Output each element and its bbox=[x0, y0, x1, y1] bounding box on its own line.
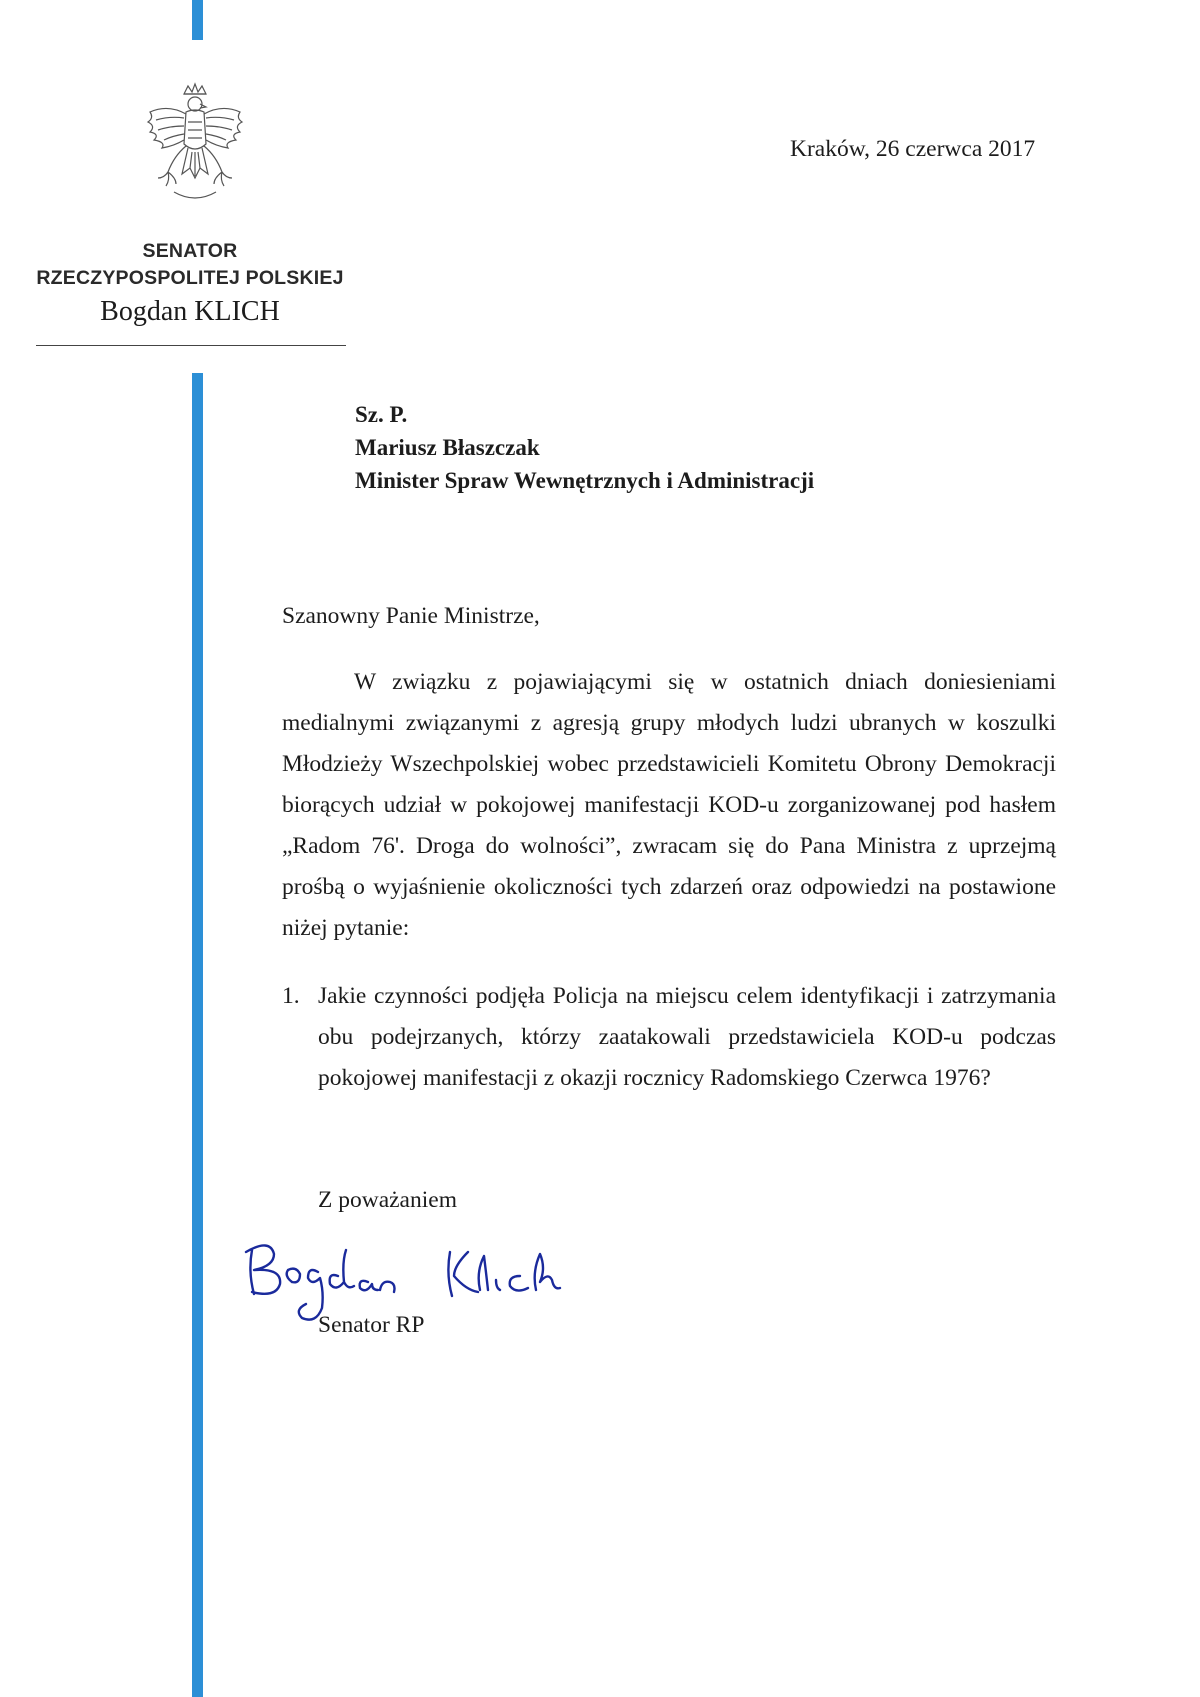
question-number: 1. bbox=[282, 983, 300, 1009]
signatory-title: Senator RP bbox=[318, 1312, 425, 1338]
letter-date: Kraków, 26 czerwca 2017 bbox=[790, 136, 1036, 162]
question-text: Jakie czynności podjęła Policja na miejscu celem identyfikacji i zatrzymania obu podejrzanych, którzy zaatakowali przedstawiciela KOD-u podczas pokojowej manifestacji z okazji rocznicy Radomskiego Czerwca 1976? bbox=[318, 983, 1056, 1091]
recipient-name: Mariusz Błaszczak bbox=[355, 435, 540, 460]
letterhead-line-1: SENATOR bbox=[142, 240, 238, 262]
recipient-block bbox=[355, 398, 814, 497]
letterhead-line-2: RZECZYPOSPOLITEJ POLSKIEJ bbox=[36, 267, 344, 289]
recipient-position: Minister Spraw Wewnętrznych i Administracji bbox=[355, 468, 815, 493]
body-paragraph: W związku z pojawiającymi się w ostatnich dniach doniesieniami medialnymi związanymi z agresją grupy młodych ludzi ubranych w koszulki Młodzieży Wszechpolskiej wobec przedstawicieli Komitetu Obrony Demokracji biorących udział w pokojowej manifestacji KOD-u zorganizowanej pod hasłem „Radom 76'. Droga do wolności”, zwracam się do Pana Ministra z uprzejmą prośbą o wyjaśnienie okoliczności tych zdarzeń oraz odpowiedzi na postawione niżej pytanie: bbox=[282, 669, 1056, 941]
closing-phrase: Z poważaniem bbox=[318, 1187, 457, 1213]
letterhead-title bbox=[30, 238, 350, 292]
salutation: Szanowny Panie Ministrze, bbox=[282, 603, 540, 629]
polish-eagle-icon bbox=[140, 82, 250, 210]
letterhead-name: Bogdan KLICH bbox=[100, 296, 280, 327]
accent-bar-top bbox=[192, 0, 203, 40]
question-list bbox=[282, 976, 1056, 1099]
letterhead-divider bbox=[36, 345, 346, 346]
list-item bbox=[282, 976, 1056, 1099]
recipient-honorific: Sz. P. bbox=[355, 402, 408, 427]
accent-bar-left bbox=[192, 373, 203, 1697]
